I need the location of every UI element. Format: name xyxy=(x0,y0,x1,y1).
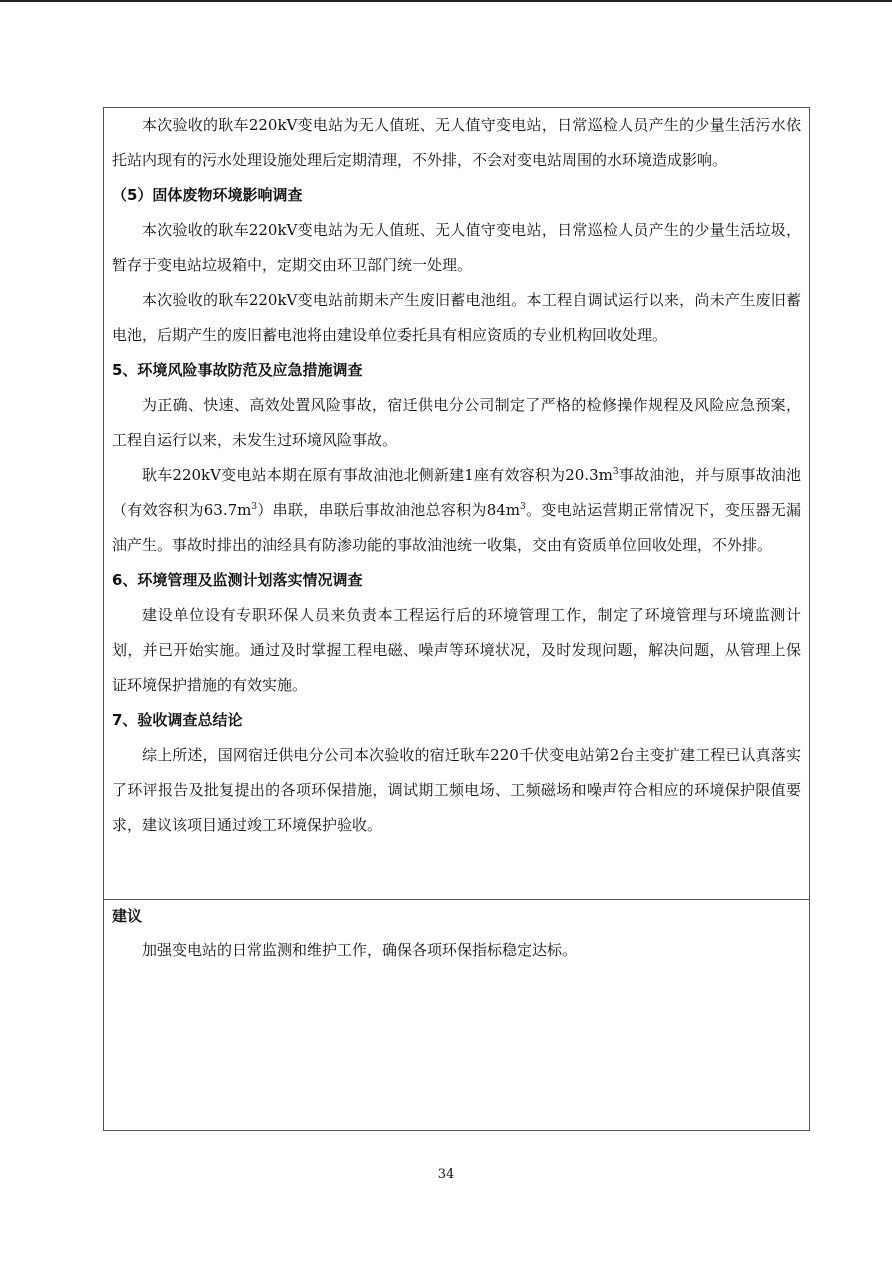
oil-pool-text-c: ）串联，串联后事故油池总容积为84m xyxy=(257,501,521,519)
battery-paragraph: 本次验收的耿车220kV变电站前期未产生废旧蓄电池组。本工程自调试运行以来，尚未产生废旧蓄电池，后期产生的废旧蓄电池将由建设单位委托具有相应资质的专业机构回收处理。 xyxy=(112,291,801,344)
oil-pool-text-b: 事故油池，并与原事故油池（有效容积为63.7m xyxy=(112,466,801,519)
cubic-superscript-2: 3 xyxy=(251,502,258,512)
top-rule xyxy=(0,0,892,2)
suggestion-heading: 建议 xyxy=(112,907,143,925)
oil-pool-paragraph xyxy=(112,458,801,563)
risk-heading: 5、环境风险事故防范及应急措施调查 xyxy=(112,361,363,379)
findings-section xyxy=(112,108,801,843)
report-table-frame xyxy=(103,107,810,1131)
suggestion-section xyxy=(112,900,801,967)
cubic-superscript-3: 3 xyxy=(520,502,526,512)
oil-pool-text-d: 。变电站运营期正常情况下，变压器无漏油产生。事故时排出的油经具有防渗功能的事故油池统一收集，交由有资质单位回收处理，不外排。 xyxy=(112,501,801,554)
oil-pool-text-a: 耿车220kV变电站本期在原有事故油池北侧新建1座有效容积为20.3m xyxy=(142,466,613,484)
risk-paragraph: 为正确、快速、高效处置风险事故，宿迁供电分公司制定了严格的检修操作规程及风险应急预案，工程自运行以来，未发生过环境风险事故。 xyxy=(112,396,801,449)
conclusion-paragraph: 综上所述，国网宿迁供电分公司本次验收的宿迁耿车220千伏变电站第2台主变扩建工程已认真落实了环评报告及批复提出的各项环保措施，调试期工频电场、工频磁场和噪声符合相应的环境保护限值要求，建议该项目通过竣工环境保护验收。 xyxy=(112,746,801,834)
management-paragraph: 建设单位设有专职环保人员来负责本工程运行后的环境管理工作，制定了环境管理与环境监测计划，并已开始实施。通过及时掌握工程电磁、噪声等环境状况，及时发现问题，解决问题，从管理上保证环境保护措施的有效实施。 xyxy=(112,606,801,694)
wastewater-paragraph: 本次验收的耿车220kV变电站为无人值班、无人值守变电站，日常巡检人员产生的少量生活污水依托站内现有的污水处理设施处理后定期清理，不外排，不会对变电站周围的水环境造成影响。 xyxy=(112,116,801,169)
management-heading: 6、环境管理及监测计划落实情况调查 xyxy=(112,571,363,589)
conclusion-heading: 7、验收调查总结论 xyxy=(112,711,243,729)
cubic-superscript-1: 3 xyxy=(612,467,619,477)
suggestion-paragraph: 加强变电站的日常监测和维护工作，确保各项环保指标稳定达标。 xyxy=(142,941,578,959)
solid-waste-heading: （5）固体废物环境影响调查 xyxy=(112,186,303,204)
domestic-garbage-paragraph: 本次验收的耿车220kV变电站为无人值班、无人值守变电站，日常巡检人员产生的少量生活垃圾，暂存于变电站垃圾箱中，定期交由环卫部门统一处理。 xyxy=(112,221,801,274)
page-number: 34 xyxy=(437,1167,455,1182)
